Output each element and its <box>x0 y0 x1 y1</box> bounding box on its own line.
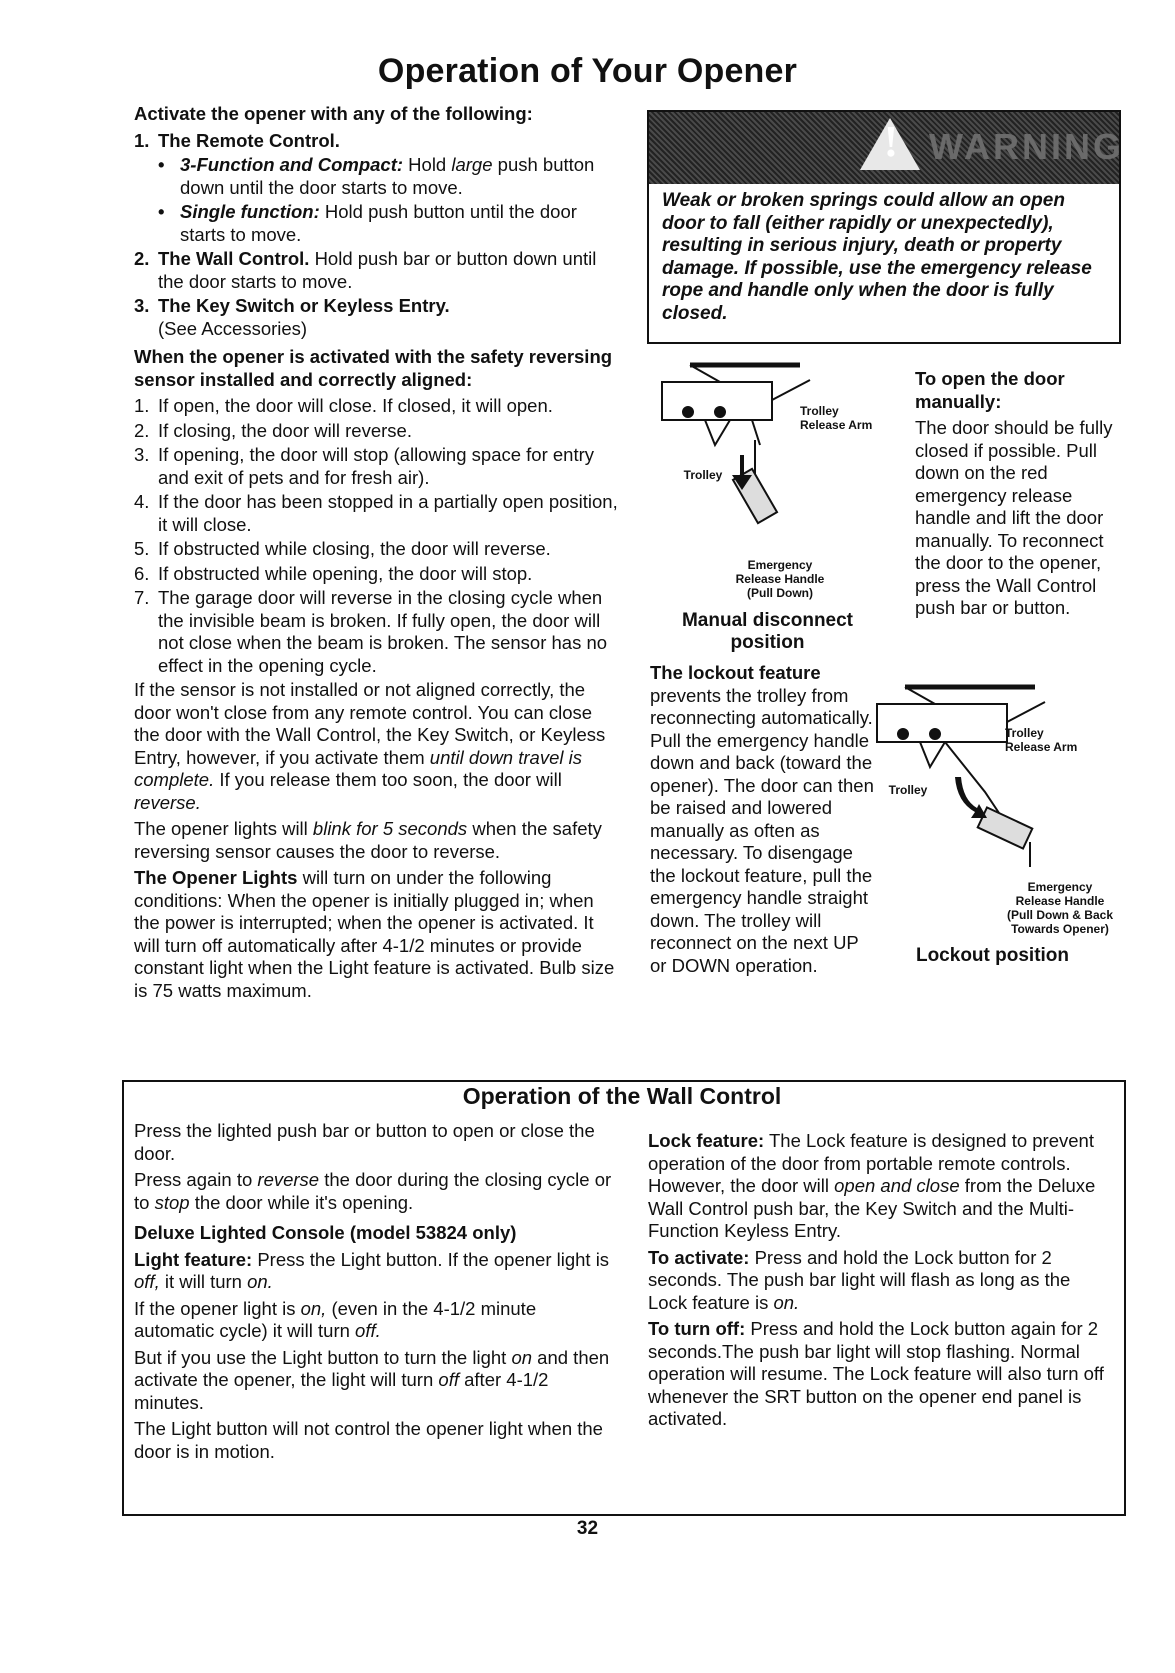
list-item: 4. If the door has been stopped in a partially open position, it will close. <box>134 491 618 535</box>
fig2-caption: Lockout position <box>915 945 1070 966</box>
activate-item-key: 3. The Key Switch or Keyless Entry. (See Accessories) <box>134 295 450 339</box>
warning-exclamation-icon: ! <box>883 117 899 166</box>
activate-heading: Activate the opener with any of the following: <box>134 103 533 124</box>
list-item: 2. If closing, the door will reverse. <box>134 419 412 441</box>
fig1-caption: Manual disconnect position <box>681 610 854 653</box>
wc-paragraph: Press again to reverse the door during the closing cycle or to stop the door while it's opening. <box>134 1169 612 1213</box>
wall-control-right <box>648 1130 1110 1435</box>
page-number: 32 <box>576 1518 599 1539</box>
list-item: 7. The garage door will reverse in the closing cycle when the invisible beam is broken. If fully open, the door will not close when the beam is broken. The sensor has no effect in the opening cycle. <box>134 587 608 676</box>
bullet-3-function: • 3-Function and Compact: Hold large push button down until the door starts to move. <box>158 154 595 198</box>
manual-disconnect-diagram <box>660 360 875 560</box>
bullet-single-function: • Single function: Hold push button until the door starts to move. <box>158 201 577 245</box>
fig1-handle-label: Emergency Release Handle (Pull Down) <box>735 558 825 600</box>
wc-paragraph: To activate: Press and hold the Lock button for 2 seconds. The push bar light will flash as long as the Lock feature is on. <box>648 1246 1071 1313</box>
list-item: 5. If obstructed while closing, the door will reverse. <box>134 538 551 559</box>
bullet-dot: • <box>158 154 165 175</box>
wc-paragraph: Press the lighted push bar or button to open or close the door. <box>134 1120 595 1164</box>
sensor-not-installed-paragraph: If the sensor is not installed or not aligned correctly, the door won't close from any remote control. You can close the door with the Wall Control, the Key Switch, or Keyless Entry, however, if you activate them until down travel is complete. If you release them too soon, the door will reverse. <box>134 679 606 813</box>
wc-paragraph: If the opener light is on, (even in the 4-1/2 minute automatic cycle) it will turn off. <box>134 1297 537 1341</box>
wc-paragraph: To turn off: Press and hold the Lock button again for 2 seconds.The push bar light will stop flashing. Normal operation will resume. The Lock feature will also turn off whenever the SRT button on the opener end panel is activated. <box>648 1318 1104 1429</box>
fig2-trolley-label: Trolley <box>888 783 928 797</box>
activate-list <box>134 130 619 153</box>
wc-paragraph: But if you use the Light button to turn the light on and then activate the opener, the light will turn off after 4-1/2 minutes. <box>134 1346 610 1413</box>
bullet-dot: • <box>158 201 165 222</box>
opener-lights-paragraph: The Opener Lights will turn on under the following conditions: When the opener is initially plugged in; when the power is interrupted; when the opener is activated. It will turn off automatically after 4-1/2 minutes or provide constant light when the Light feature is activated. Bulb size is 75 watts maximum. <box>134 867 615 1001</box>
curved-arrow-icon <box>955 777 987 818</box>
warning-header <box>649 112 1124 184</box>
fig2-release-arm-label: Trolley Release Arm <box>1005 726 1078 754</box>
lockout-section <box>650 662 875 981</box>
activate-list-cont <box>134 248 619 340</box>
fig1-release-arm-label: Trolley Release Arm <box>800 404 873 432</box>
warning-text: Weak or broken springs could allow an open door to fall (either rapidly or unexpectedly), resulting in serious injury, death or property damage. If possible, use the emergency release rope and handle only when the door is fully closed. <box>662 190 1092 324</box>
fig1-trolley-label: Trolley <box>683 468 723 482</box>
remote-bullets <box>134 154 619 246</box>
item-title: The Remote Control. <box>158 129 340 151</box>
wc-paragraph: Lock feature: The Lock feature is designed to prevent operation of the door from portable remote controls. However, the door will open and close from the Deluxe Wall Control push bar, the Key Switch and the Multi-Function Keyless Entry. <box>648 1130 1096 1241</box>
activate-item-remote <box>134 130 619 153</box>
wc-paragraph: The Light button will not control the opener light when the door is in motion. <box>134 1418 603 1462</box>
blink-paragraph: The opener lights will blink for 5 seconds when the safety reversing sensor causes the door to reverse. <box>134 818 602 862</box>
left-column <box>134 103 619 1006</box>
activate-item-wall: 2. The Wall Control. Hold push bar or button down until the door starts to move. <box>134 248 597 292</box>
sensor-list <box>134 395 619 677</box>
wall-control-title: Operation of the Wall Control <box>462 1083 782 1109</box>
wc-paragraph: Light feature: Press the Light button. If the opener light is off, it will turn on. <box>134 1248 610 1292</box>
wall-control-left <box>134 1120 614 1467</box>
list-item: 1. If open, the door will close. If closed, it will open. <box>134 395 553 416</box>
fig2-handle-label: Emergency Release Handle (Pull Down & Back Towards Opener) <box>1006 880 1113 936</box>
sensor-heading: When the opener is activated with the safety reversing sensor installed and correctly aligned: <box>134 346 613 390</box>
page-title: Operation of Your Opener <box>377 52 798 90</box>
item-number: 1. <box>134 129 150 151</box>
open-manually-text: The door should be fully closed if possible. Pull down on the red emergency release handle and lift the door manually. To reconnect the door to the opener, press the Wall Control push bar or button. <box>915 417 1113 618</box>
open-manually-section <box>915 368 1130 624</box>
lockout-position-diagram <box>875 682 1090 882</box>
warning-word: WARNING <box>929 126 1124 167</box>
lockout-paragraph: The lockout feature prevents the trolley from reconnecting automatically. Pull the emergency handle down and back (toward the opener). The door can then be raised and lowered manually as often as necessary. To disengage the lockout feature, pull the emergency handle straight down. The trolley will reconnect on the next UP or DOWN operation. <box>650 662 874 976</box>
list-item: 3. If opening, the door will stop (allowing space for entry and exit of pets and for fresh air). <box>134 444 595 488</box>
deluxe-heading: Deluxe Lighted Console (model 53824 only) <box>134 1222 517 1243</box>
open-manually-heading: To open the door manually: <box>915 368 1065 412</box>
list-item: 6. If obstructed while opening, the door will stop. <box>134 562 533 584</box>
